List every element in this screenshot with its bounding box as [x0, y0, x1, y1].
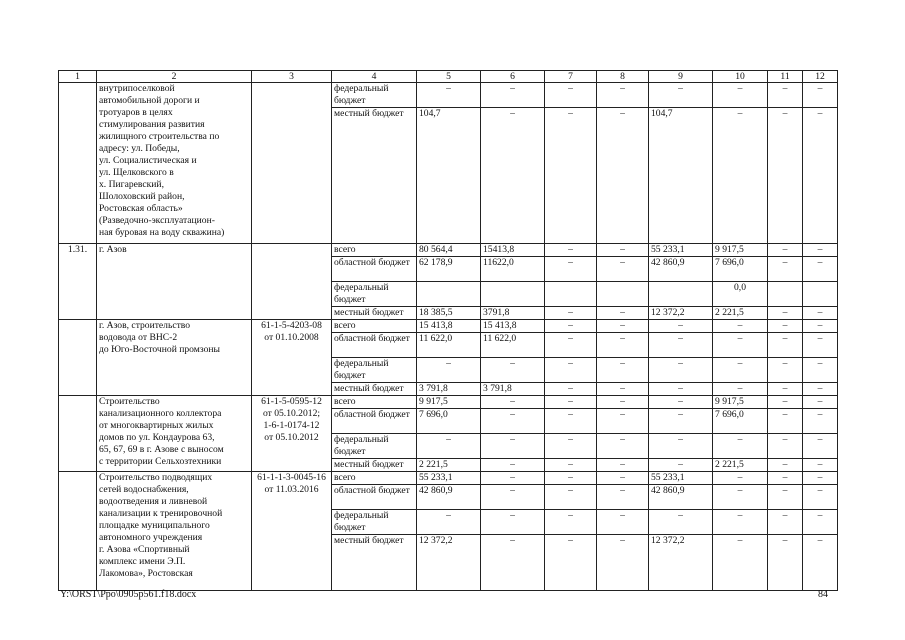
funding-source: федеральный бюджет	[332, 83, 417, 108]
object-name: г. Азов	[97, 244, 252, 320]
value-cell: 2 221,5	[713, 459, 768, 472]
value-cell: –	[545, 358, 597, 383]
col-header: 1	[59, 71, 97, 83]
col-header: 12	[803, 71, 838, 83]
value-cell: –	[803, 535, 838, 591]
value-cell: –	[768, 510, 803, 535]
value-cell: 7 696,0	[417, 409, 481, 434]
object-name: Строительство канализационного коллектора от многоквартирных жилых домов по ул. Кондаурова 63, 65, 67, 69 в г. Азове с выносом с территории Сельхозтехники	[97, 396, 252, 472]
value-cell: –	[713, 320, 768, 333]
value-cell: 11622,0	[481, 257, 545, 282]
value-cell: –	[768, 320, 803, 333]
document-number: 61-1-5-0595-12 от 05.10.2012; 1-6-1-0174-12 от 05.10.2012	[252, 396, 332, 472]
value-cell: 104,7	[417, 108, 481, 244]
object-name: г. Азов, строительство водовода от ВНС-2 до Юго-Восточной промзоны	[97, 320, 252, 396]
value-cell: –	[803, 83, 838, 108]
value-cell: 42 860,9	[649, 485, 713, 510]
col-header: 4	[332, 71, 417, 83]
funding-source: всего	[332, 320, 417, 333]
value-cell: –	[768, 535, 803, 591]
value-cell: –	[713, 434, 768, 459]
funding-source: местный бюджет	[332, 459, 417, 472]
value-cell: 2 221,5	[713, 307, 768, 320]
value-cell: –	[545, 383, 597, 396]
value-cell: –	[803, 409, 838, 434]
value-cell: 7 696,0	[713, 257, 768, 282]
value-cell: –	[649, 320, 713, 333]
value-cell: 15 413,8	[417, 320, 481, 333]
budget-table	[58, 70, 838, 591]
value-cell	[768, 282, 803, 307]
value-cell: –	[768, 358, 803, 383]
funding-source: федеральный бюджет	[332, 282, 417, 307]
page-number: 84	[818, 589, 828, 600]
value-cell: –	[481, 510, 545, 535]
value-cell: –	[768, 108, 803, 244]
value-cell: –	[649, 510, 713, 535]
value-cell: 15 413,8	[481, 320, 545, 333]
value-cell: –	[713, 333, 768, 358]
value-cell: 11 622,0	[481, 333, 545, 358]
object-name: Строительство подводящих сетей водоснабжения, водоотведения и ливневой канализации к тренировочной площадке муниципального автономного учреждения г. Азова «Спортивный комплекс имени Э.П. Лакомова», Ростовская	[97, 472, 252, 591]
value-cell: –	[417, 83, 481, 108]
funding-source: федеральный бюджет	[332, 434, 417, 459]
header-row	[59, 71, 838, 83]
value-cell: –	[481, 459, 545, 472]
funding-source: всего	[332, 244, 417, 257]
value-cell: –	[597, 434, 649, 459]
value-cell	[481, 282, 545, 307]
table-row	[59, 244, 838, 257]
value-cell: –	[481, 108, 545, 244]
funding-source: всего	[332, 472, 417, 485]
value-cell: –	[597, 409, 649, 434]
value-cell: –	[481, 83, 545, 108]
value-cell: –	[768, 257, 803, 282]
row-number: 1.31.	[59, 244, 97, 320]
value-cell: –	[803, 472, 838, 485]
value-cell: –	[545, 434, 597, 459]
value-cell: 55 233,1	[417, 472, 481, 485]
value-cell: –	[481, 434, 545, 459]
value-cell	[597, 282, 649, 307]
object-name: внутрипоселковой автомобильной дороги и тротуаров в целях стимулирования развития жилищного строительства по адресу: ул. Победы, ул. Социалистическая и ул. Щелковского в х. Пигаревский, Шолоховский район, Ростовская область» (Разведочно-эксплуатацион- ная буровая на воду скважина)	[97, 83, 252, 244]
funding-source: областной бюджет	[332, 333, 417, 358]
value-cell: –	[597, 320, 649, 333]
value-cell: –	[713, 358, 768, 383]
value-cell: –	[545, 396, 597, 409]
value-cell: 12 372,2	[649, 307, 713, 320]
table-row	[59, 396, 838, 409]
value-cell: –	[545, 535, 597, 591]
funding-source: областной бюджет	[332, 257, 417, 282]
value-cell: –	[545, 333, 597, 358]
value-cell: –	[803, 510, 838, 535]
document-number: 61-1-1-3-0045-16 от 11.03.2016	[252, 472, 332, 591]
value-cell: –	[803, 434, 838, 459]
row-number	[59, 83, 97, 244]
funding-source: федеральный бюджет	[332, 510, 417, 535]
value-cell: –	[713, 83, 768, 108]
value-cell: –	[803, 108, 838, 244]
funding-source: всего	[332, 396, 417, 409]
value-cell: –	[597, 396, 649, 409]
document-number: 61-1-5-4203-08 от 01.10.2008	[252, 320, 332, 396]
value-cell: –	[545, 244, 597, 257]
document-number	[252, 244, 332, 320]
value-cell: 0,0	[713, 282, 768, 307]
value-cell: –	[597, 307, 649, 320]
table-row	[59, 83, 838, 108]
value-cell: –	[768, 244, 803, 257]
value-cell: –	[768, 333, 803, 358]
value-cell: –	[417, 510, 481, 535]
value-cell: –	[649, 358, 713, 383]
value-cell: –	[768, 459, 803, 472]
value-cell: –	[803, 358, 838, 383]
value-cell: –	[545, 108, 597, 244]
value-cell: –	[481, 396, 545, 409]
value-cell: –	[545, 409, 597, 434]
funding-source: местный бюджет	[332, 535, 417, 591]
col-header: 7	[545, 71, 597, 83]
col-header: 5	[417, 71, 481, 83]
row-number	[59, 472, 97, 591]
value-cell: 55 233,1	[649, 244, 713, 257]
value-cell: –	[545, 307, 597, 320]
value-cell: 42 860,9	[649, 257, 713, 282]
col-header: 6	[481, 71, 545, 83]
value-cell: 9 917,5	[417, 396, 481, 409]
funding-source: местный бюджет	[332, 108, 417, 244]
value-cell: 42 860,9	[417, 485, 481, 510]
value-cell: –	[803, 257, 838, 282]
value-cell: –	[713, 108, 768, 244]
value-cell: –	[545, 510, 597, 535]
value-cell: 2 221,5	[417, 459, 481, 472]
document-number	[252, 83, 332, 244]
value-cell: –	[597, 510, 649, 535]
value-cell	[417, 282, 481, 307]
value-cell: –	[597, 358, 649, 383]
value-cell: –	[597, 83, 649, 108]
value-cell: –	[713, 485, 768, 510]
value-cell: –	[713, 472, 768, 485]
value-cell: –	[545, 472, 597, 485]
value-cell: –	[713, 510, 768, 535]
value-cell: 62 178,9	[417, 257, 481, 282]
value-cell: –	[545, 83, 597, 108]
value-cell: –	[597, 108, 649, 244]
col-header: 2	[97, 71, 252, 83]
col-header: 9	[649, 71, 713, 83]
value-cell	[649, 282, 713, 307]
table-row	[59, 472, 838, 485]
value-cell: –	[649, 396, 713, 409]
value-cell	[545, 282, 597, 307]
value-cell: –	[597, 257, 649, 282]
value-cell: –	[768, 383, 803, 396]
value-cell: 9 917,5	[713, 396, 768, 409]
file-path: Y:\ORST\Ppo\0905p561.f18.docx	[60, 589, 197, 600]
value-cell: –	[597, 459, 649, 472]
funding-source: областной бюджет	[332, 409, 417, 434]
value-cell: –	[545, 257, 597, 282]
value-cell: –	[649, 459, 713, 472]
value-cell: 18 385,5	[417, 307, 481, 320]
value-cell: 12 372,2	[649, 535, 713, 591]
value-cell: –	[597, 333, 649, 358]
value-cell: 11 622,0	[417, 333, 481, 358]
funding-source: областной бюджет	[332, 485, 417, 510]
funding-source: местный бюджет	[332, 307, 417, 320]
value-cell: –	[768, 485, 803, 510]
value-cell: –	[481, 358, 545, 383]
value-cell: 3 791,8	[481, 383, 545, 396]
value-cell: –	[481, 535, 545, 591]
value-cell: –	[803, 333, 838, 358]
value-cell: –	[803, 307, 838, 320]
value-cell: –	[713, 535, 768, 591]
value-cell: 3 791,8	[417, 383, 481, 396]
value-cell: –	[649, 409, 713, 434]
value-cell: –	[481, 409, 545, 434]
value-cell: –	[649, 333, 713, 358]
value-cell: –	[417, 358, 481, 383]
value-cell: –	[597, 485, 649, 510]
value-cell: –	[803, 396, 838, 409]
col-header: 10	[713, 71, 768, 83]
col-header: 3	[252, 71, 332, 83]
table-row	[59, 320, 838, 333]
value-cell: –	[481, 485, 545, 510]
value-cell: 80 564,4	[417, 244, 481, 257]
value-cell: 15413,8	[481, 244, 545, 257]
value-cell: –	[597, 472, 649, 485]
value-cell: –	[545, 320, 597, 333]
value-cell	[803, 282, 838, 307]
value-cell: 55 233,1	[649, 472, 713, 485]
value-cell: –	[803, 244, 838, 257]
funding-source: федеральный бюджет	[332, 358, 417, 383]
value-cell: –	[597, 383, 649, 396]
value-cell: 12 372,2	[417, 535, 481, 591]
value-cell: –	[545, 485, 597, 510]
value-cell: –	[649, 83, 713, 108]
value-cell: –	[768, 307, 803, 320]
value-cell: –	[768, 409, 803, 434]
value-cell: 9 917,5	[713, 244, 768, 257]
value-cell: –	[713, 383, 768, 396]
value-cell: –	[597, 244, 649, 257]
value-cell: –	[417, 434, 481, 459]
funding-source: местный бюджет	[332, 383, 417, 396]
value-cell: –	[481, 472, 545, 485]
value-cell: –	[803, 320, 838, 333]
value-cell: –	[768, 434, 803, 459]
value-cell: 3791,8	[481, 307, 545, 320]
col-header: 11	[768, 71, 803, 83]
col-header: 8	[597, 71, 649, 83]
value-cell: –	[768, 472, 803, 485]
value-cell: –	[803, 383, 838, 396]
value-cell: –	[803, 485, 838, 510]
value-cell: –	[649, 383, 713, 396]
value-cell: –	[768, 396, 803, 409]
row-number	[59, 396, 97, 472]
value-cell: –	[649, 434, 713, 459]
value-cell: –	[768, 83, 803, 108]
value-cell: 7 696,0	[713, 409, 768, 434]
value-cell: –	[803, 459, 838, 472]
value-cell: 104,7	[649, 108, 713, 244]
value-cell: –	[545, 459, 597, 472]
value-cell: –	[597, 535, 649, 591]
row-number	[59, 320, 97, 396]
